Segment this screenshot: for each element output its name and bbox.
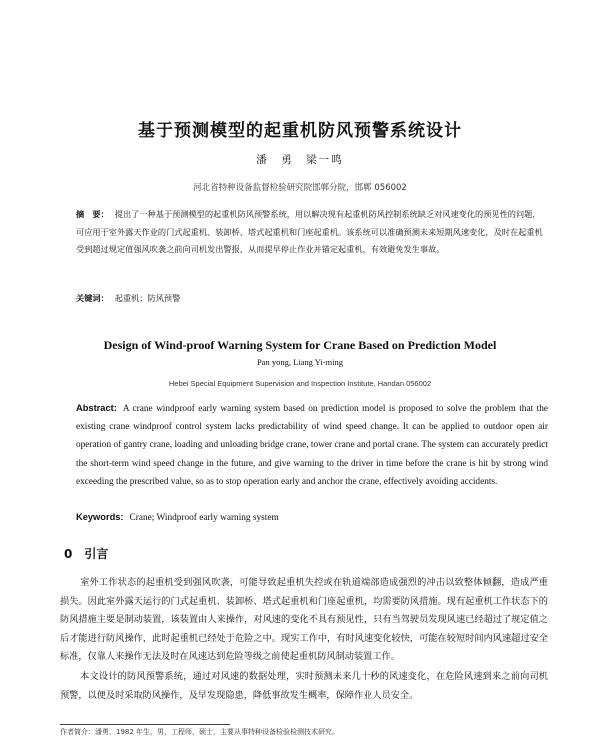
abstract-en-text: A crane windproof early warning system based on prediction model is proposed to solve the problem that the existing crane windproof control system lacks predictability of wind speed change. It can be applied to outdoor open air operation of gantry crane, loading and unloading bridge crane, tower crane and portal crane. The system can accurately predict the short-term wind speed change in the future, and give warning to the driver in time before the crane is hit by strong wind exceeding the prescribed value, so as to stop operation early and anchor the crane, effectively avoiding accidents. (76, 404, 548, 487)
keywords-cn-text: 起重机；防风预警 (114, 293, 181, 303)
section-heading (64, 545, 108, 562)
section-title: 引言 (84, 547, 109, 561)
keywords-cn (76, 293, 180, 304)
paper-title-cn: 基于预测模型的起重机防风预警系统设计 (138, 121, 462, 141)
section-number: 0 (64, 547, 73, 561)
paragraph-text: 室外工作状态的起重机受到强风吹袭，可能导致起重机失控或在轨道端部造成强烈的冲击以致整体倾翻，造成严重损失。因此室外露天运行的门式起重机、装卸桥、塔式起重机和门座起重机，均需要防风措施。现有起重机工作状态下的防风措施主要是制动装置，该装置由人来操作，对风速的变化不具有预见性，只有当驾驶员发现风速已经超过了规定值之后才能进行防风操作，此时起重机已经处于危险之中。现实工作中，有时风速变化较快，可能在较短时间内风速超过安全标准，仅靠人来操作无法及时在风速达到危险等级之前使起重机防风制动装置工作。 (60, 577, 548, 662)
authors-cn: 潘 勇 梁一鸣 (256, 154, 344, 166)
abstract-cn-text: 提出了一种基于预测模型的起重机防风预警系统，用以解决现有起重机防风控制系统缺乏对风速变化的预见性的问题，可应用于室外露天作业的门式起重机、装卸桥、塔式起重机和门座起重机。该系统可以准确预测未来短期风速变化，及时在起重机受到超过规定值强风吹袭之前向司机发出警报，从而提早停止作业并锚定起重机，有效避免发生事故。 (76, 209, 543, 254)
keywords-en-text: Crane; Windproof early warning system (129, 513, 279, 523)
author-footnote: 作者简介：潘勇，1982 年生，男，工程师，硕士，主要从事特种设备检验检测技术研究。 (60, 728, 340, 736)
affiliation-cn: 河北省特种设备监督检验研究院邯郸分院，邯郸 056002 (193, 183, 407, 193)
keywords-en (76, 512, 279, 523)
body-paragraph (60, 668, 548, 705)
paragraph-text: 本文设计的防风预警系统，通过对风速的数据处理，实时预测未来几十秒的风速变化，在危险风速到来之前向司机预警，以便及时采取防风操作，及早发现隐患，降低事故发生概率，保障作业人员安全。 (60, 671, 548, 701)
authors-en: Pan yong, Liang Yi-ming (256, 357, 344, 367)
abstract-en-label: Abstract: (76, 403, 117, 413)
abstract-cn-label: 摘 要： (76, 209, 109, 219)
footnote-divider (60, 724, 230, 725)
paper-title-en: Design of Wind-proof Warning System for Crane Based on Prediction Model (103, 338, 497, 352)
abstract-en (76, 399, 548, 491)
keywords-cn-label: 关键词： (76, 293, 109, 303)
body-paragraph (60, 574, 548, 667)
keywords-en-label: Keywords: (76, 512, 124, 522)
abstract-cn (76, 206, 548, 259)
affiliation-en: Hebei Special Equipment Supervision and Inspection Institute, Handan 056002 (168, 379, 432, 388)
